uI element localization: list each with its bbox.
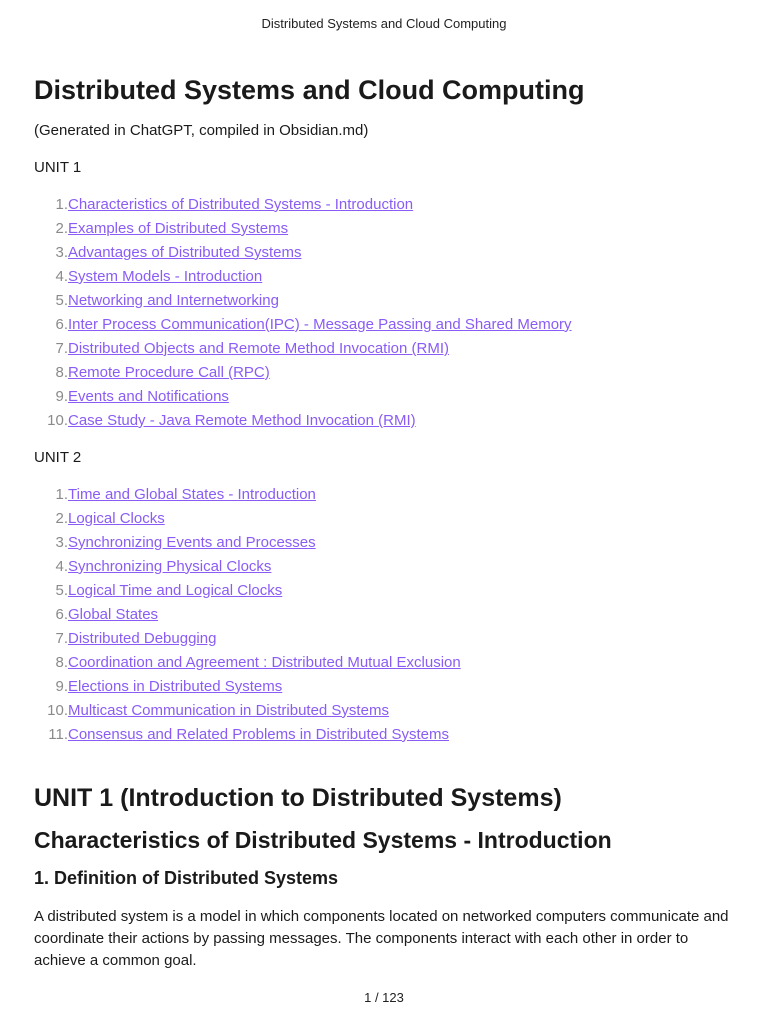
unit1-toc-list (34, 193, 734, 433)
document-subtitle: (Generated in ChatGPT, compiled in Obsidian.md) (34, 122, 369, 140)
page-content (34, 74, 734, 972)
toc-item-number: 1. (55, 485, 68, 503)
toc-item (34, 483, 734, 507)
toc-item-link[interactable]: Logical Time and Logical Clocks (68, 581, 283, 599)
toc-item-number: 5. (55, 291, 68, 309)
toc-item-number: 9. (55, 387, 68, 405)
toc-item-number: 3. (55, 533, 68, 551)
toc-item-number: 6. (55, 605, 68, 623)
unit2-label: UNIT 2 (34, 448, 82, 466)
toc-item-number: 4. (55, 557, 68, 575)
toc-item (34, 337, 734, 361)
toc-item-link[interactable]: Examples of Distributed Systems (68, 219, 289, 237)
toc-item-link[interactable]: Remote Procedure Call (RPC) (68, 363, 270, 381)
toc-item-number: 7. (55, 629, 68, 647)
toc-item-number: 4. (55, 267, 68, 285)
toc-item (34, 361, 734, 385)
toc-item (34, 675, 734, 699)
toc-item (34, 699, 734, 723)
toc-item-number: 8. (55, 363, 68, 381)
toc-item-number: 3. (55, 243, 68, 261)
toc-item-link[interactable]: Distributed Debugging (68, 629, 217, 647)
toc-item (34, 265, 734, 289)
toc-item-number: 8. (55, 653, 68, 671)
toc-item-number: 2. (55, 219, 68, 237)
toc-item (34, 579, 734, 603)
toc-item (34, 289, 734, 313)
definition-paragraph: A distributed system is a model in which components located on networked computers communicate and coordinate their actions by passing messages. The components interact with each other in order to achieve a common goal. (34, 907, 729, 969)
toc-item-link[interactable]: Time and Global States - Introduction (68, 485, 316, 503)
toc-item-number: 2. (55, 509, 68, 527)
page-number: 1 / 123 (364, 990, 404, 1005)
toc-item-number: 7. (55, 339, 68, 357)
toc-item-number: 10. (47, 701, 68, 719)
toc-item-link[interactable]: Networking and Internetworking (68, 291, 279, 309)
toc-item-number: 9. (55, 677, 68, 695)
toc-item (34, 385, 734, 409)
toc-item-number: 1. (55, 195, 68, 213)
toc-item (34, 193, 734, 217)
definition-heading: 1. Definition of Distributed Systems (34, 868, 339, 889)
toc-item (34, 627, 734, 651)
toc-item-link[interactable]: Global States (68, 605, 159, 623)
toc-item (34, 507, 734, 531)
toc-item (34, 603, 734, 627)
toc-item-link[interactable]: System Models - Introduction (68, 267, 263, 285)
toc-item-link[interactable]: Case Study - Java Remote Method Invocation (RMI) (68, 411, 416, 429)
toc-item-link[interactable]: Advantages of Distributed Systems (68, 243, 302, 261)
toc-item-link[interactable]: Consensus and Related Problems in Distributed Systems (68, 725, 450, 743)
toc-item-number: 10. (47, 411, 68, 429)
toc-item-link[interactable]: Events and Notifications (68, 387, 229, 405)
running-header: Distributed Systems and Cloud Computing (261, 16, 507, 31)
unit2-toc-list (34, 483, 734, 747)
toc-item-number: 6. (55, 315, 68, 333)
unit1-label: UNIT 1 (34, 159, 82, 177)
toc-item (34, 651, 734, 675)
toc-item (34, 531, 734, 555)
document-title: Distributed Systems and Cloud Computing (34, 75, 585, 105)
toc-item (34, 217, 734, 241)
toc-item (34, 241, 734, 265)
toc-item (34, 409, 734, 433)
toc-item-number: 5. (55, 581, 68, 599)
toc-item (34, 723, 734, 747)
toc-item-link[interactable]: Synchronizing Events and Processes (68, 533, 316, 551)
section-subheading: Characteristics of Distributed Systems - Introduction (34, 826, 612, 853)
toc-item-link[interactable]: Distributed Objects and Remote Method Invocation (RMI) (68, 339, 449, 357)
toc-item-number: 11. (48, 725, 68, 743)
toc-item-link[interactable]: Synchronizing Physical Clocks (68, 557, 272, 575)
toc-item (34, 313, 734, 337)
toc-item-link[interactable]: Logical Clocks (68, 509, 165, 527)
toc-item-link[interactable]: Multicast Communication in Distributed Systems (68, 701, 389, 719)
toc-item-link[interactable]: Coordination and Agreement : Distributed Mutual Exclusion (68, 653, 461, 671)
toc-item (34, 555, 734, 579)
toc-item-link[interactable]: Elections in Distributed Systems (68, 677, 283, 695)
toc-item-link[interactable]: Characteristics of Distributed Systems - Introduction (68, 195, 414, 213)
section-heading-unit1: UNIT 1 (Introduction to Distributed Systems) (34, 783, 562, 812)
toc-item-link[interactable]: Inter Process Communication(IPC) - Message Passing and Shared Memory (68, 315, 572, 333)
